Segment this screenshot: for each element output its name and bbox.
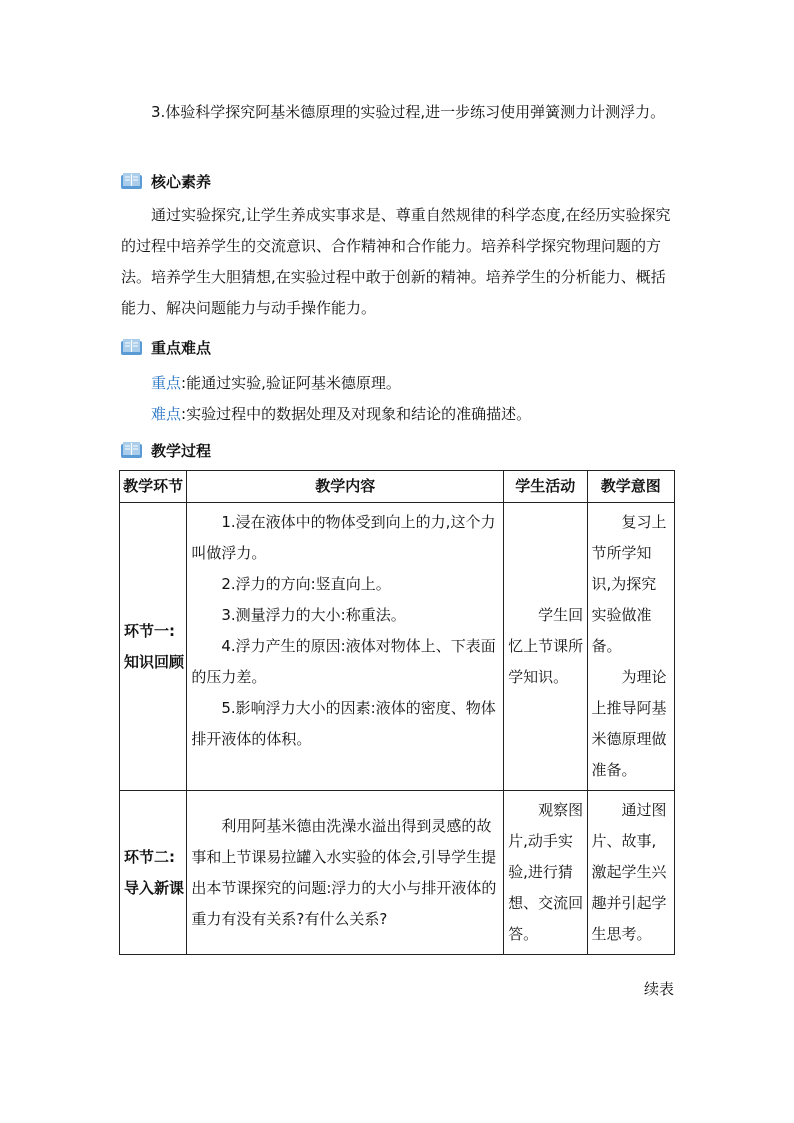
- difficulty-label: 难点: [151, 405, 182, 423]
- header-stage: 教学环节: [120, 471, 187, 503]
- activity-text: 学生回忆上节课所学知识。: [508, 606, 584, 686]
- content-item: 2.浮力的方向:竖直向上。: [221, 575, 391, 593]
- section-title: 重点难点: [151, 338, 212, 357]
- intent-text: 通过图片、故事,激起学生兴趣并引起学生思考。: [591, 801, 667, 943]
- section-heading-core: [121, 170, 211, 192]
- content-item: 5.影响浮力大小的因素:液体的密度、物体排开液体的体积。: [191, 699, 496, 748]
- header-activity: 学生活动: [504, 471, 587, 503]
- section-title: 核心素养: [151, 172, 212, 191]
- focus-line: [151, 372, 401, 394]
- activity-cell: [504, 791, 587, 955]
- table-row: [120, 503, 675, 791]
- content-cell: [187, 791, 504, 955]
- table-header-row: [120, 471, 675, 503]
- continued-label: 续表: [643, 980, 674, 998]
- stage-cell: [120, 503, 187, 791]
- book-icon: [121, 442, 142, 459]
- section-heading-process: [121, 439, 211, 461]
- stage-label: 环节二:导入新课: [124, 847, 185, 897]
- content-item: 1.浸在液体中的物体受到向上的力,这个力叫做浮力。: [191, 513, 496, 562]
- intent-text: 复习上节所学知识,为探究实验做准备。: [591, 513, 667, 655]
- table-row: [120, 791, 675, 955]
- content-cell: [187, 503, 504, 791]
- book-icon: [121, 339, 142, 356]
- intent-cell: [587, 791, 675, 955]
- content-item: 4.浮力产生的原因:液体对物体上、下表面的压力差。: [191, 637, 496, 686]
- header-intent: 教学意图: [587, 471, 675, 503]
- activity-text: 观察图片,动手实验,进行猜想、交流回答。: [508, 801, 584, 943]
- activity-cell: [504, 503, 587, 791]
- focus-label: 重点: [151, 374, 182, 392]
- header-content: 教学内容: [187, 471, 504, 503]
- section-title: 教学过程: [151, 441, 212, 460]
- focus-text: :能通过实验,验证阿基米德原理。: [181, 374, 401, 392]
- lesson-table: [119, 470, 675, 955]
- content-item: 利用阿基米德由洗澡水溢出得到灵感的故事和上节课易拉罐入水实验的体会,引导学生提出本节课探究的问题:浮力的大小与排开液体的重力有没有关系?有什么关系?: [191, 816, 497, 928]
- core-body: 通过实验探究,让学生养成实事求是、尊重自然规律的科学态度,在经历实验探究的过程中培养学生的交流意识、合作精神和合作能力。培养科学探究物理问题的方法。培养学生大胆猜想,在实验过程中敢于创新的精神。培养学生的分析能力、概括能力、解决问题能力与动手操作能力。: [121, 206, 671, 317]
- objective-3: 3.体验科学探究阿基米德原理的实验过程,进一步练习使用弹簧测力计测浮力。: [151, 103, 666, 121]
- difficulty-text: :实验过程中的数据处理及对现象和结论的准确描述。: [181, 405, 532, 423]
- stage-label: 环节一:知识回顾: [124, 621, 185, 671]
- section-heading-key: [121, 336, 211, 358]
- content-item: 3.测量浮力的大小:称重法。: [221, 606, 406, 624]
- intent-cell: [587, 503, 675, 791]
- difficulty-line: [151, 403, 531, 425]
- stage-cell: [120, 791, 187, 955]
- book-icon: [121, 173, 142, 190]
- intent-text: 为理论上推导阿基米德原理做准备。: [591, 668, 667, 779]
